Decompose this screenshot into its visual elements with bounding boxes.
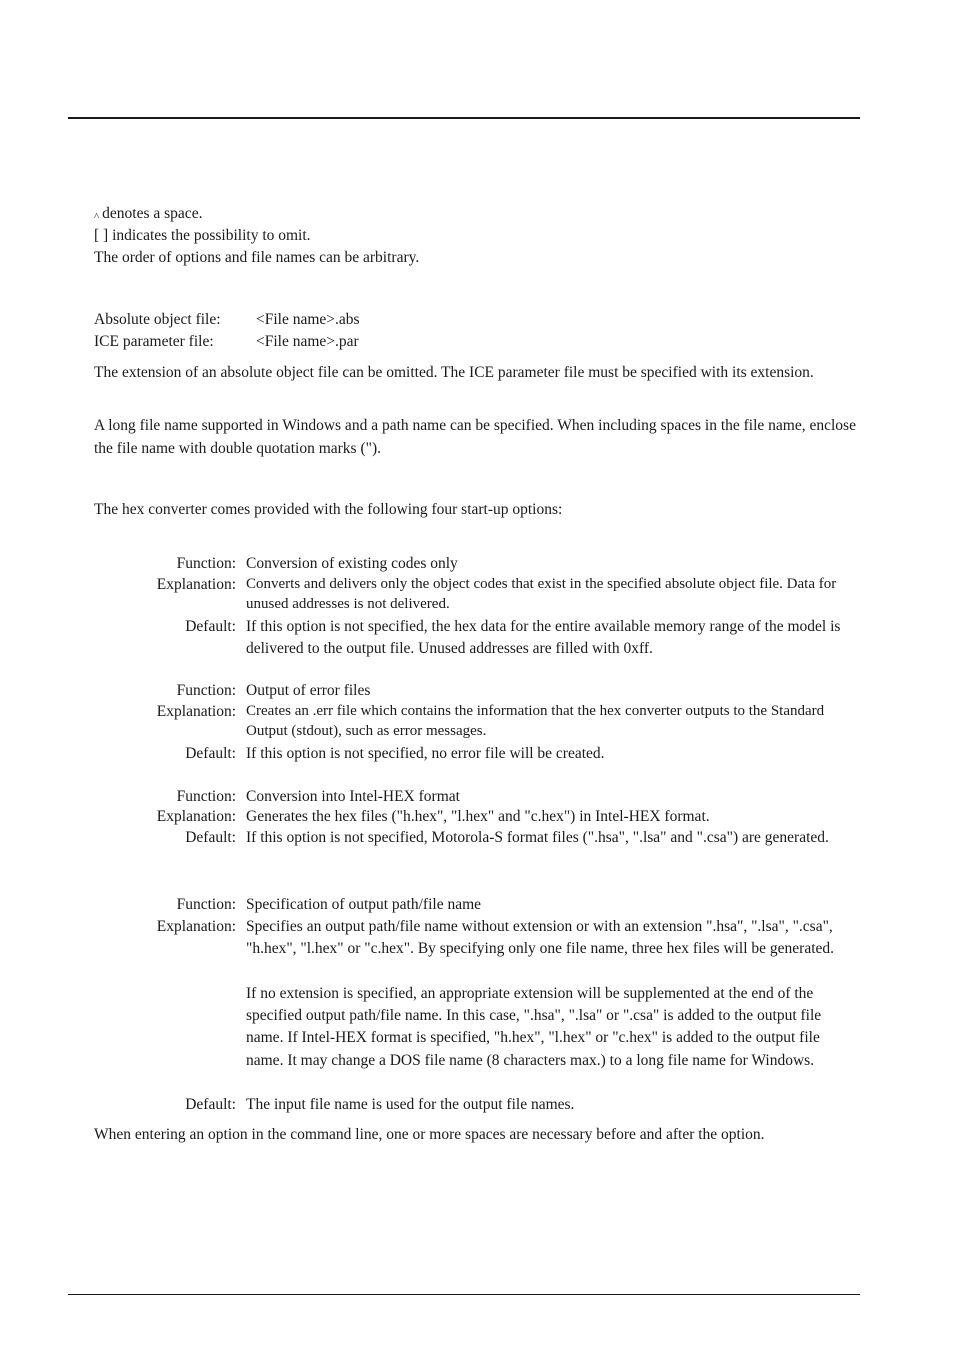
space-symbol: ^ <box>94 211 100 223</box>
note-space-text: denotes a space. <box>102 205 203 222</box>
function-label: Function: <box>176 788 236 805</box>
footer-rule <box>68 1294 860 1295</box>
header-rule <box>68 117 860 119</box>
function-value: Specification of output path/file name <box>246 896 482 913</box>
paragraph-options-intro: The hex converter comes provided with the following four start-up options: <box>94 501 563 518</box>
explanation-value: Converts and delivers only the object codes that exist in the specified absolute object file. Data for unused addresses is not delivered. <box>246 576 837 612</box>
paragraph-long-name: A long file name supported in Windows and a path name can be specified. When including spaces in the file name, enclose the file name with double quotation marks ("). <box>94 417 856 457</box>
default-label: Default: <box>185 1096 236 1113</box>
note-omit: [ ] indicates the possibility to omit. <box>94 227 311 244</box>
file-label-abs: Absolute object file: <box>94 311 221 328</box>
paragraph-extension: The extension of an absolute object file can be omitted. The ICE parameter file must be specified with its extension. <box>94 364 814 381</box>
note-order: The order of options and file names can be arbitrary. <box>94 249 420 266</box>
explanation-label: Explanation: <box>156 808 236 825</box>
explanation-label: Explanation: <box>156 703 236 720</box>
function-label: Function: <box>176 896 236 913</box>
file-label-par: ICE parameter file: <box>94 333 214 350</box>
explanation-value: Creates an .err file which contains the information that the hex converter outputs to the Standard Output (stdout), such as error messages. <box>246 703 825 739</box>
explanation-continued: If no extension is specified, an appropriate extension will be supplemented at the end of the specified output path/file name. In this case, ".hsa", ".lsa" or ".csa" is added to the output file name. If Intel-HEX format is specified, "h.hex", "l.hex" or "c.hex" is added to the output file name. It may change a DOS file name (8 characters max.) to a long file name for Windows. <box>246 985 822 1069</box>
file-value-par: <File name>.par <box>256 333 359 350</box>
function-value: Conversion into Intel-HEX format <box>246 788 460 805</box>
function-label: Function: <box>176 555 236 572</box>
function-label: Function: <box>176 682 236 699</box>
default-value: If this option is not specified, the hex data for the entire available memory range of the model is delivered to the output file. Unused addresses are filled with 0xff. <box>246 618 841 658</box>
file-value-abs: <File name>.abs <box>256 311 360 328</box>
default-label: Default: <box>185 829 236 846</box>
explanation-value: Specifies an output path/file name without extension or with an extension ".hsa", ".lsa", ".csa", "h.hex", "l.hex" or "c.hex". By specifying only one file name, three hex files will be generated. <box>246 918 835 958</box>
explanation-label: Explanation: <box>156 918 236 935</box>
function-value: Conversion of existing codes only <box>246 555 458 572</box>
paragraph-closing: When entering an option in the command line, one or more spaces are necessary before and after the option. <box>94 1126 765 1143</box>
default-value: If this option is not specified, Motorola-S format files (".hsa", ".lsa" and ".csa") are generated. <box>246 829 829 846</box>
explanation-label: Explanation: <box>156 576 236 593</box>
function-value: Output of error files <box>246 682 371 699</box>
default-label: Default: <box>185 618 236 635</box>
explanation-value: Generates the hex files ("h.hex", "l.hex" and "c.hex") in Intel-HEX format. <box>246 808 710 825</box>
default-value: If this option is not specified, no error file will be created. <box>246 745 605 762</box>
default-label: Default: <box>185 745 236 762</box>
default-value: The input file name is used for the output file names. <box>246 1096 575 1113</box>
note-space <box>94 203 202 226</box>
